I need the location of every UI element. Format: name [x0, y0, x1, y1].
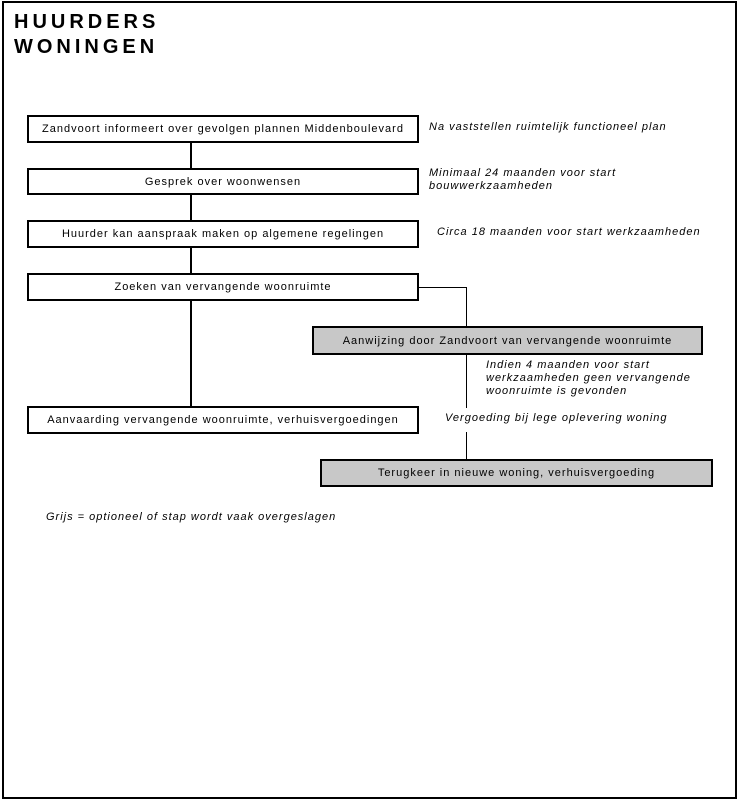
note-aanwijzing — [486, 359, 691, 398]
note-line: Minimaal 24 maanden voor start — [429, 167, 617, 179]
connector-step5-step6 — [466, 354, 467, 408]
step-box-zoeken — [27, 273, 419, 301]
legend-text: Grijs = optioneel of stap wordt vaak overgeslagen — [46, 511, 337, 523]
connector-step4-branch-vertical — [466, 287, 467, 327]
step-box-regelingen — [27, 220, 419, 248]
note-line: werkzaamheden geen vervangende — [486, 372, 691, 384]
step-label: Huurder kan aanspraak maken op algemene regelingen — [61, 228, 385, 240]
page-title — [14, 10, 159, 60]
connector-step3-step4 — [190, 247, 192, 274]
note-line: bouwwerkzaamheden — [429, 180, 554, 192]
connector-step2-step3 — [190, 194, 192, 221]
note-regelingen: Circa 18 maanden voor start werkzaamheden — [437, 226, 701, 238]
step-box-gesprek — [27, 168, 419, 195]
note-gesprek — [429, 167, 616, 193]
note-line: Indien 4 maanden voor start — [486, 359, 650, 371]
connector-step4-step6 — [190, 300, 192, 407]
step-label: Zoeken van vervangende woonruimte — [114, 281, 332, 293]
note-aanvaarding: Vergoeding bij lege oplevering woning — [445, 412, 668, 424]
connector-step1-step2 — [190, 142, 192, 169]
step-box-terugkeer-optional — [320, 459, 713, 487]
step-label: Aanwijzing door Zandvoort van vervangende woonruimte — [342, 334, 673, 347]
note-line: woonruimte is gevonden — [486, 385, 628, 397]
title-line-2: WONINGEN — [14, 36, 159, 58]
step-label: Terugkeer in nieuwe woning, verhuisvergoeding — [377, 467, 656, 479]
step-box-aanvaarding — [27, 406, 419, 434]
connector-step6-step7 — [466, 432, 467, 460]
step-box-informeren — [27, 115, 419, 143]
step-label: Gesprek over woonwensen — [144, 175, 302, 188]
step-label: Zandvoort informeert over gevolgen plannen Middenboulevard — [42, 123, 404, 135]
step-label: Aanvaarding vervangende woonruimte, verhuisvergoedingen — [47, 414, 399, 426]
note-informeren: Na vaststellen ruimtelijk functioneel plan — [429, 121, 667, 133]
title-line-1: HUURDERS — [14, 11, 160, 33]
step-box-aanwijzing-optional — [312, 326, 703, 355]
connector-step4-branch-horizontal — [418, 287, 467, 288]
